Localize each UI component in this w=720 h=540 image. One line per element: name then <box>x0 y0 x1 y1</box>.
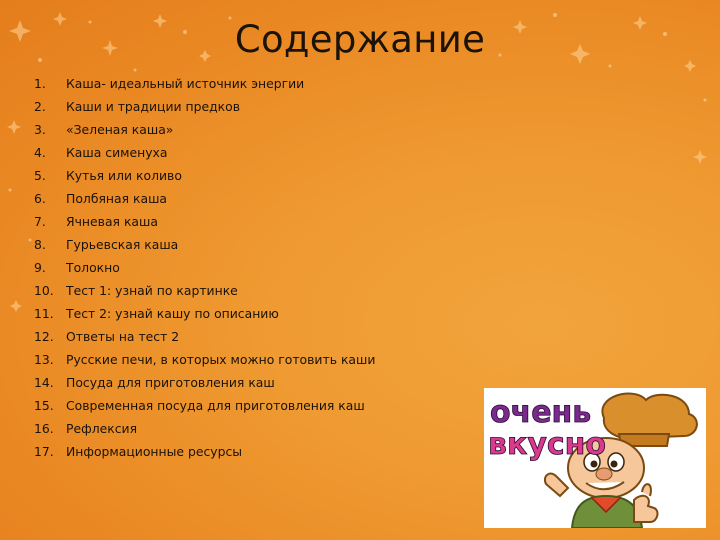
toc-item-number: 12. <box>34 329 54 344</box>
toc-item-label: Каши и традиции предков <box>66 99 241 114</box>
chef-illustration-icon <box>484 388 706 528</box>
toc-item-label: Ячневая каша <box>66 214 158 229</box>
toc-item-label: Русские печи, в которых можно готовить каши <box>66 352 376 367</box>
toc-item-label: Кутья или коливо <box>66 168 182 183</box>
toc-item-number: 9. <box>34 260 46 275</box>
toc-item-number: 1. <box>34 76 46 91</box>
toc-item-number: 11. <box>34 306 54 321</box>
toc-item-label: Каша сименуха <box>66 145 168 160</box>
toc-item-number: 15. <box>34 398 54 413</box>
toc-item-label: Тест 2: узнай кашу по описанию <box>66 306 279 321</box>
toc-item-number: 6. <box>34 191 46 206</box>
toc-item-number: 17. <box>34 444 54 459</box>
illustration-caption-line1: очень <box>490 395 592 430</box>
toc-item-number: 5. <box>34 168 46 183</box>
toc-item-label: Толокно <box>66 260 120 275</box>
toc-item-label: Информационные ресурсы <box>66 444 243 459</box>
toc-item-number: 2. <box>34 99 46 114</box>
toc-item-number: 16. <box>34 421 54 436</box>
slide-title: Содержание <box>234 18 486 61</box>
toc-item-number: 8. <box>34 237 46 252</box>
toc-item-label: Посуда для приготовления каш <box>66 375 275 390</box>
chef-illustration-svg <box>484 388 706 528</box>
toc-item-number: 13. <box>34 352 54 367</box>
toc-item-label: Рефлексия <box>66 421 138 436</box>
toc-item-label: Гурьевская каша <box>66 237 179 252</box>
toc-item-number: 14. <box>34 375 54 390</box>
illustration-caption-line2: вкусно <box>488 427 607 462</box>
toc-item-number: 7. <box>34 214 46 229</box>
toc-item-number: 10. <box>34 283 54 298</box>
toc-item-number: 4. <box>34 145 46 160</box>
toc-item-number: 3. <box>34 122 46 137</box>
toc-item-label: Каша- идеальный источник энергии <box>66 76 305 91</box>
toc-item-label: Современная посуда для приготовления каш <box>66 398 365 413</box>
toc-item-label: Полбяная каша <box>66 191 168 206</box>
toc-item-label: Тест 1: узнай по картинке <box>66 283 238 298</box>
toc-item-label: Ответы на тест 2 <box>66 329 180 344</box>
toc-item-label: «Зеленая каша» <box>66 122 174 137</box>
